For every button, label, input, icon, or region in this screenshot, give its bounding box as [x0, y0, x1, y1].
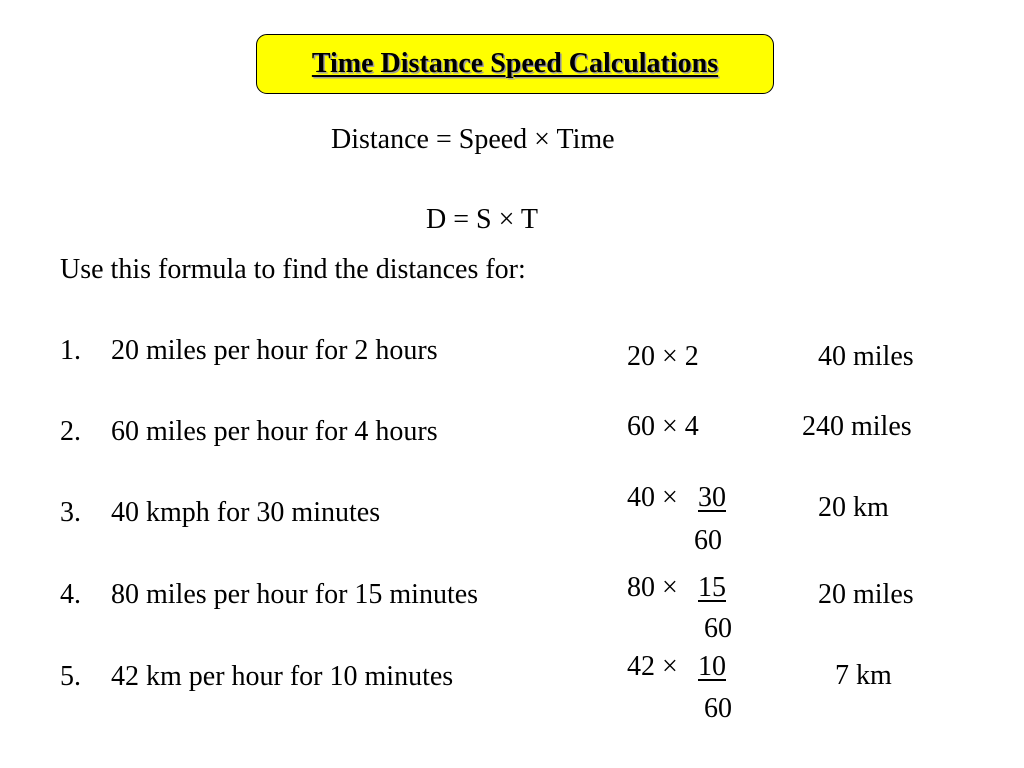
- problem-4-denominator: 60: [704, 613, 732, 644]
- formula-short: D = S × T: [426, 204, 538, 235]
- problem-3-denominator: 60: [694, 525, 722, 556]
- title-banner: [256, 34, 774, 94]
- problem-3-number: 3.: [60, 497, 81, 528]
- problem-4-numerator: 15: [698, 572, 726, 603]
- problem-5-number: 5.: [60, 661, 81, 692]
- page-title: Time Distance Speed Calculations: [311, 48, 719, 79]
- problem-2-number: 2.: [60, 416, 81, 447]
- problem-2-text: 60 miles per hour for 4 hours: [111, 416, 438, 447]
- problem-2-calc: 60 × 4: [627, 411, 699, 442]
- problem-1-answer: 40 miles: [818, 341, 914, 372]
- problem-5-denominator: 60: [704, 693, 732, 724]
- problem-4-text: 80 miles per hour for 15 minutes: [111, 579, 479, 610]
- problem-3-text: 40 kmph for 30 minutes: [111, 497, 381, 528]
- problem-3-answer: 20 km: [818, 492, 889, 523]
- problem-3-calc-prefix: 40 ×: [627, 482, 678, 513]
- problem-2-answer: 240 miles: [802, 411, 912, 442]
- instruction-text: Use this formula to find the distances for:: [60, 254, 526, 285]
- problem-3-numerator: 30: [698, 482, 726, 513]
- problem-1-text: 20 miles per hour for 2 hours: [111, 335, 438, 366]
- problem-5-calc-prefix: 42 ×: [627, 651, 678, 682]
- problem-4-answer: 20 miles: [818, 579, 914, 610]
- problem-5-text: 42 km per hour for 10 minutes: [111, 661, 454, 692]
- problem-1-number: 1.: [60, 335, 81, 366]
- formula-words: Distance = Speed × Time: [331, 124, 615, 155]
- problem-4-number: 4.: [60, 579, 81, 610]
- problem-5-answer: 7 km: [835, 660, 892, 691]
- problem-5-numerator: 10: [698, 651, 726, 682]
- problem-1-calc: 20 × 2: [627, 341, 699, 372]
- problem-4-calc-prefix: 80 ×: [627, 572, 678, 603]
